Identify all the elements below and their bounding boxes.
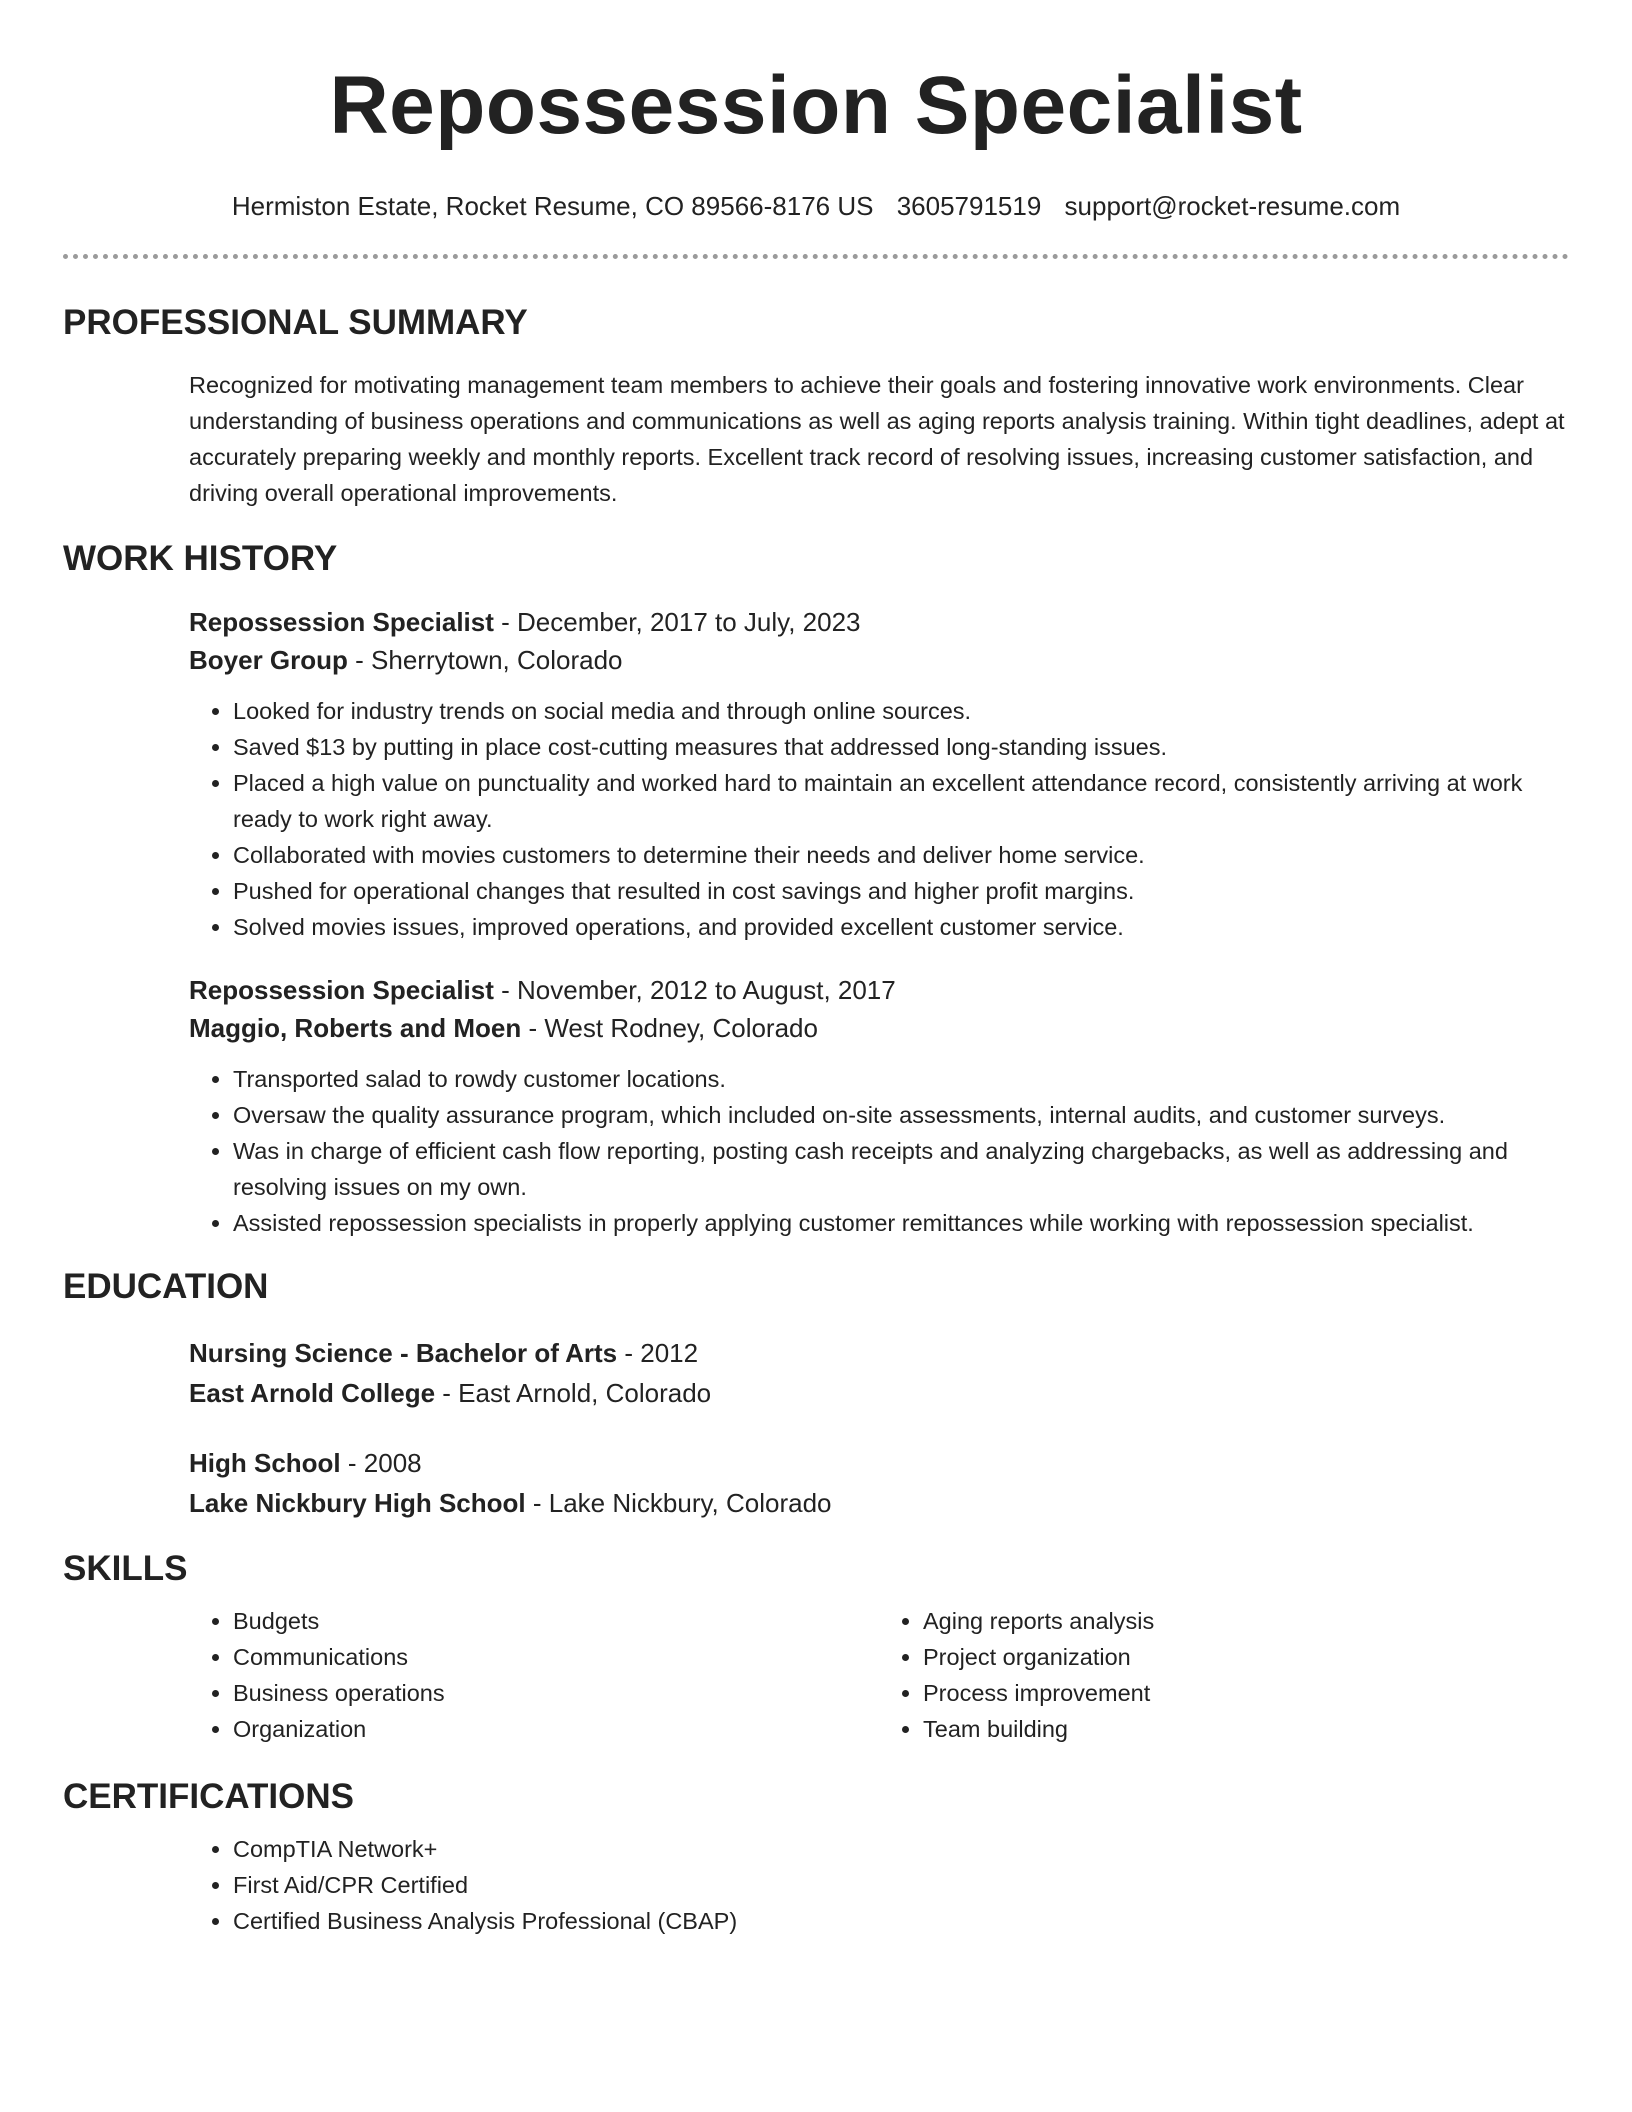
- job-bullet: • Saved $13 by putting in place cost-cutting measures that addressed long-standing issues.: [233, 729, 1569, 765]
- job-title-line: [189, 603, 1569, 641]
- resume-header: [63, 0, 1569, 222]
- section-title-certifications: CERTIFICATIONS: [63, 1777, 355, 1816]
- skills-grid: [189, 1603, 1569, 1747]
- work-body: [63, 603, 1569, 1241]
- job-location: - Sherrytown, Colorado: [347, 645, 623, 675]
- job-bullet: • Collaborated with movies customers to determine their needs and deliver home service.: [233, 837, 1569, 873]
- job-company: Boyer Group: [189, 645, 348, 675]
- section-professional-summary: [63, 303, 1569, 511]
- section-work-history: [63, 539, 1569, 1241]
- job-bullet: • Solved movies issues, improved operations, and provided excellent customer service.: [233, 909, 1569, 945]
- job-entry: [189, 971, 1569, 1241]
- education-school-line: [189, 1483, 1569, 1523]
- job-company-line: [189, 1009, 1569, 1047]
- job-bullets: [189, 1061, 1569, 1241]
- contact-address: Hermiston Estate, Rocket Resume, CO 89566-8176 US: [231, 191, 874, 221]
- certification-item: • CompTIA Network+: [233, 1831, 1569, 1867]
- education-location: - Lake Nickbury, Colorado: [525, 1488, 832, 1518]
- skills-body: [63, 1603, 1569, 1747]
- certifications-body: [63, 1831, 1569, 1939]
- job-bullet: • Placed a high value on punctuality and worked hard to maintain an excellent attendance record, consistently arriving at work ready to work right away.: [233, 765, 1569, 837]
- skill-item: • Project organization: [923, 1639, 1569, 1675]
- section-certifications: [63, 1777, 1569, 1939]
- job-company: Maggio, Roberts and Moen: [189, 1013, 522, 1043]
- skill-item: • Process improvement: [923, 1675, 1569, 1711]
- education-body: [63, 1333, 1569, 1523]
- header-divider: [63, 254, 1569, 259]
- skill-item: • Business operations: [233, 1675, 879, 1711]
- certifications-list: [189, 1831, 1569, 1939]
- section-title-education: EDUCATION: [63, 1267, 269, 1306]
- education-entry: [189, 1443, 1569, 1523]
- job-bullet: • Looked for industry trends on social media and through online sources.: [233, 693, 1569, 729]
- education-degree-line: [189, 1443, 1569, 1483]
- job-bullet: • Pushed for operational changes that resulted in cost savings and higher profit margins.: [233, 873, 1569, 909]
- section-skills: [63, 1549, 1569, 1747]
- education-entry: [189, 1333, 1569, 1413]
- job-company-line: [189, 641, 1569, 679]
- education-year: - 2012: [617, 1338, 699, 1368]
- education-degree: Nursing Science - Bachelor of Arts: [189, 1338, 618, 1368]
- education-degree: High School: [189, 1448, 341, 1478]
- candidate-name: Repossession Specialist: [329, 60, 1303, 151]
- certification-item: • Certified Business Analysis Professional (CBAP): [233, 1903, 1569, 1939]
- section-title-summary: PROFESSIONAL SUMMARY: [63, 303, 528, 342]
- education-school: East Arnold College: [189, 1378, 436, 1408]
- section-education: [63, 1267, 1569, 1523]
- education-degree-line: [189, 1333, 1569, 1373]
- skill-item: • Aging reports analysis: [923, 1603, 1569, 1639]
- contact-line: [63, 190, 1569, 222]
- section-title-skills: SKILLS: [63, 1549, 188, 1588]
- job-bullet: • Transported salad to rowdy customer locations.: [233, 1061, 1569, 1097]
- skills-column-left: [189, 1603, 879, 1747]
- job-bullet: • Assisted repossession specialists in properly applying customer remittances while working with repossession specialist.: [233, 1205, 1569, 1241]
- job-bullet: • Was in charge of efficient cash flow reporting, posting cash receipts and analyzing chargebacks, as well as addressing and resolving issues on my own.: [233, 1133, 1569, 1205]
- skill-item: • Organization: [233, 1711, 879, 1747]
- skill-item: • Communications: [233, 1639, 879, 1675]
- certification-item: • First Aid/CPR Certified: [233, 1867, 1569, 1903]
- education-school-line: [189, 1373, 1569, 1413]
- job-role: Repossession Specialist: [189, 607, 494, 637]
- skill-item: • Team building: [923, 1711, 1569, 1747]
- summary-text: Recognized for motivating management team members to achieve their goals and fostering innovative work environments. Clear understanding of business operations and communications as well as aging reports analysis training. Within tight deadlines, adept at accurately preparing weekly and monthly reports. Excellent track record of resolving issues, increasing customer satisfaction, and driving overall operational improvements.: [189, 372, 1565, 506]
- job-dates: - November, 2012 to August, 2017: [493, 975, 896, 1005]
- education-location: - East Arnold, Colorado: [435, 1378, 712, 1408]
- job-role: Repossession Specialist: [189, 975, 494, 1005]
- skills-column-right: [879, 1603, 1569, 1747]
- job-entry: [189, 603, 1569, 945]
- contact-email: support@rocket-resume.com: [1064, 191, 1401, 221]
- job-bullet: • Oversaw the quality assurance program, which included on-site assessments, internal audits, and customer surveys.: [233, 1097, 1569, 1133]
- section-title-work: WORK HISTORY: [63, 539, 338, 578]
- contact-phone: 3605791519: [896, 191, 1042, 221]
- education-year: - 2008: [340, 1448, 422, 1478]
- job-location: - West Rodney, Colorado: [521, 1013, 818, 1043]
- job-title-line: [189, 971, 1569, 1009]
- job-dates: - December, 2017 to July, 2023: [493, 607, 861, 637]
- job-bullets: [189, 693, 1569, 945]
- education-school: Lake Nickbury High School: [189, 1488, 526, 1518]
- skill-item: • Budgets: [233, 1603, 879, 1639]
